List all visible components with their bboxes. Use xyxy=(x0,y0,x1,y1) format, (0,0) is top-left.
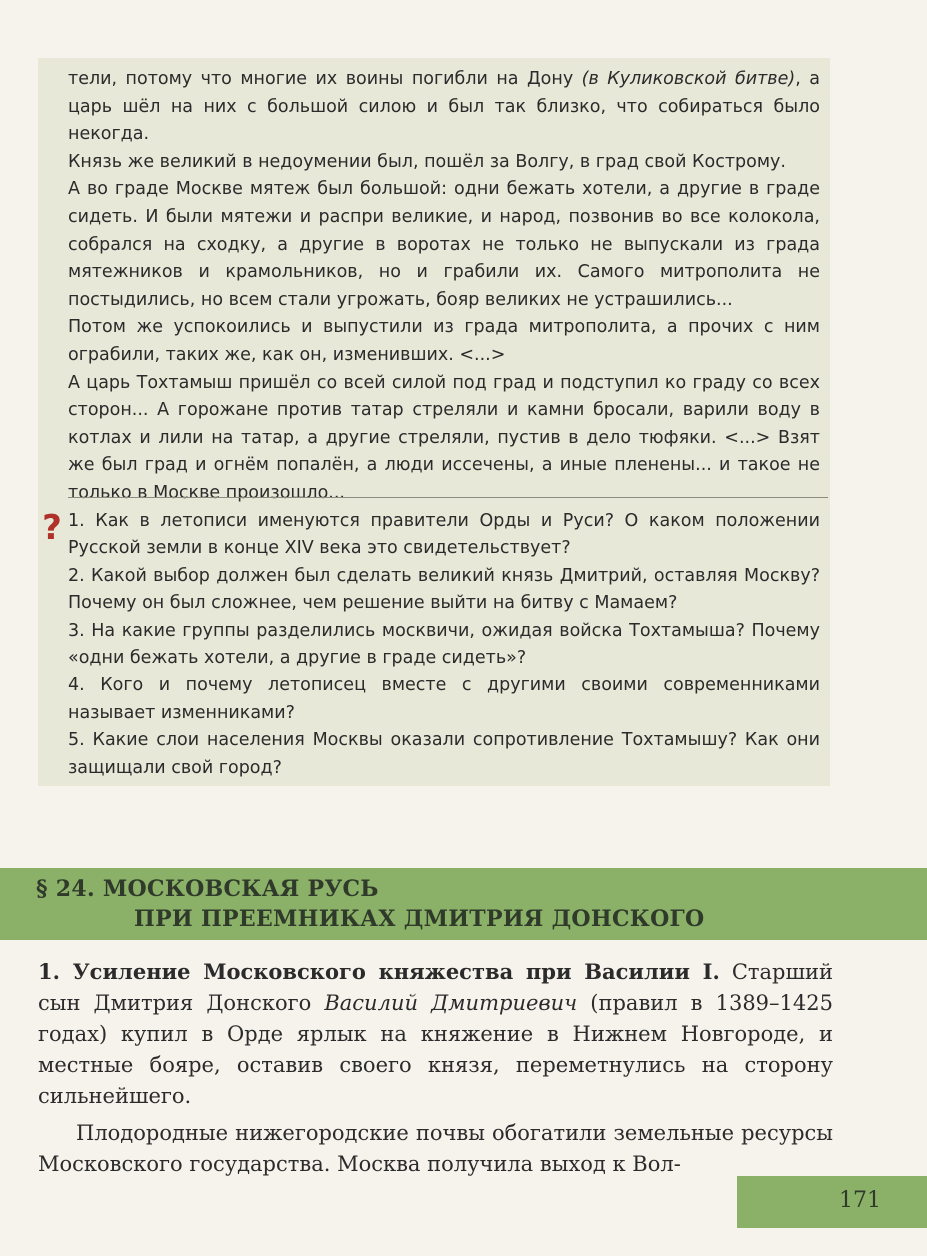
question-mark-icon: ? xyxy=(42,508,62,548)
question-item: 4. Кого и почему летописец вместе с другими своими современниками называет изменниками? xyxy=(68,675,820,723)
question-item: 2. Какой выбор должен был сделать великий князь Дмитрий, оставляя Москву? Почему он был сложнее, чем решение выйти на битву с Мамаем? xyxy=(68,565,820,614)
question-item: 5. Какие слои населения Москвы оказали сопротивление Тохтамышу? Как они защищали свой город? xyxy=(68,730,820,778)
person-name: Василий Дмитриевич xyxy=(324,991,578,1015)
excerpt-paragraph-3: А во граде Москве мятеж был большой: одни бежать хотели, а другие в граде сидеть. И были мятежи и распри великие, и народ, позвонив во все колокола, собрался на сходку, а другие в воротах не только не выпускали из града мятежников и крамольников, но и грабили их. Самого митрополита не постыдились, но всем стали угрожать, бояр великих не устрашились... xyxy=(68,179,820,310)
chronicle-excerpt xyxy=(68,66,820,508)
question-item: 3. На какие группы разделились москвичи, ожидая войска Тохтамыша? Почему «одни бежать хотели, а другие в граде сидеть»? xyxy=(68,620,820,669)
page-number: 171 xyxy=(839,1188,881,1213)
chapter-title-line-1: § 24. МОСКОВСКАЯ РУСЬ xyxy=(36,876,379,902)
section-divider xyxy=(68,497,828,498)
chapter-body xyxy=(38,956,833,1180)
excerpt-paragraph-4: Потом же успокоились и выпустили из града митрополита, а прочих с ним ограбили, таких же, как он, изменивших. <...> xyxy=(68,317,820,365)
body-paragraph-2: Плодородные нижегородские почвы обогатили земельные ресурсы Московского государства. Москва получила выход к Вол- xyxy=(38,1121,833,1176)
question-item: 1. Как в летописи именуются правители Орды и Руси? О каком положении Русской земли в конце XIV века это свидетельствует? xyxy=(68,511,820,559)
questions-list xyxy=(68,508,820,782)
excerpt-paragraph-5: А царь Тохтамыш пришёл со всей силой под град и подступил ко граду со всех сторон... А горожане против татар стреляли и камни бросали, варили воду в котлах и лили на татар, а другие стреляли, пустив в дело тюфяки. <...> Взят же был град и огнём попалён, а люди иссечены, а иные пленены... и такое не только в Москве произошло... xyxy=(68,372,820,503)
excerpt-paragraph-1: тели, потому что многие их воины погибли на Дону (в Куликовской битве), а царь шёл на них с большой силою и был так близко, что собираться было некогда. xyxy=(68,69,820,145)
body-paragraph-1: 1. Усиление Московского княжества при Василии I. Старший сын Дмитрия Донского Василий Дмитриевич (правил в 1389–1425 годах) купил в Орде ярлык на княжение в Нижнем Новгороде, и местные бояре, оставив своего князя, переметнулись на сторону сильнейшего. xyxy=(38,959,834,1108)
chapter-title-line-2: ПРИ ПРЕЕМНИКАХ ДМИТРИЯ ДОНСКОГО xyxy=(134,906,705,932)
subsection-heading: 1. Усиление Московского княжества при Василии I. xyxy=(38,959,720,984)
chapter-title xyxy=(36,874,916,934)
excerpt-paragraph-2: Князь же великий в недоумении был, пошёл за Волгу, в град свой Кострому. xyxy=(68,151,786,172)
